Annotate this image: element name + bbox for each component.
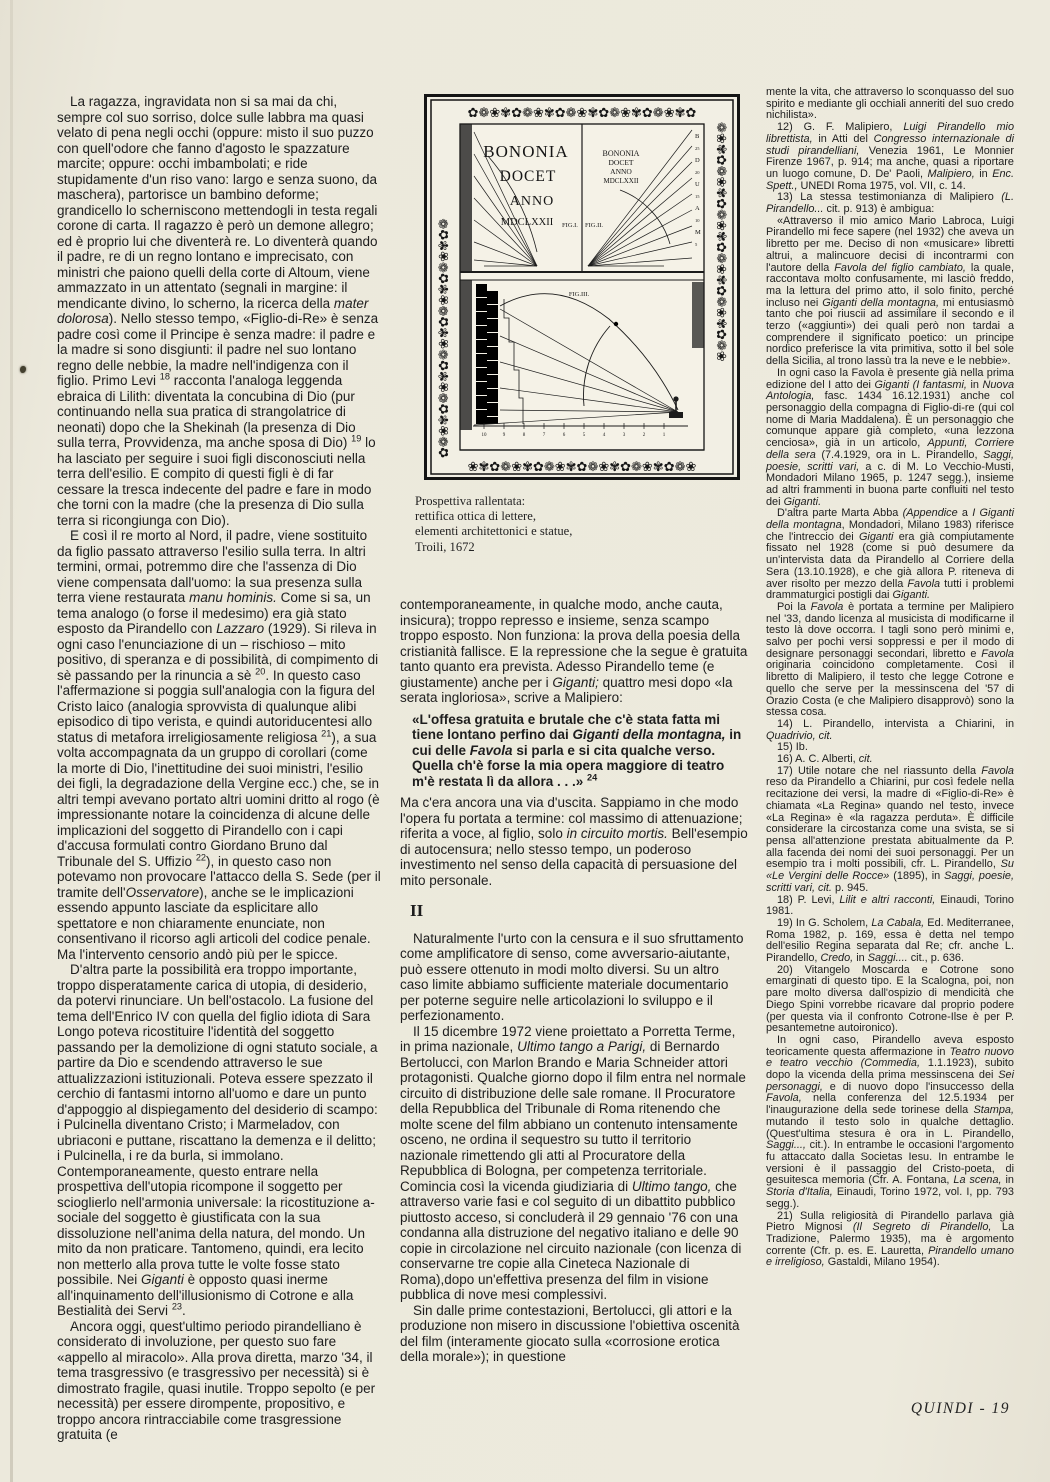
footnote-paragraph: «Attraverso il mio amico Mario Labroca, Luigi Pirandello mi fece sapere (nel 1932) che aveva un libretto per me. Deciso di non «musicare» libretti altrui, a malincuore decisi di incontrarmi con l'autore della Favola del figlio cambiato, la quale, raccontava molto confusamente, mi lasciò freddo, ma la lettura del primo atto, il solo finito, perché incluso nei Giganti della montagna, mi entusiasmò tanto che poi riuscii ad assimilare il secondo e il terzo («aggiunti») dei quali però non tardai a comprendere il significato poetico: un principe nordico preferisce la vita primitiva, sotto il bel sole della Sicilia, al trono lassù tra la neve e le nebbie». [766,214,1014,368]
body-paragraph: contemporaneamente, in qualche modo, anche cauta, insicura); troppo represso e insieme, senza scampo troppo esposto. Non funziona: la prova della poesia della cristianità fallisce. E la repressione che la segue è gratuita tanto quanto era prevista. Adesso Pirandello teme (e giustamente) anche per i Giganti; quattro mesi dopo «la serata ingloriosa», scrive a Malipiero: [400,597,748,705]
border-ornament-bottom: ❀✾✿❁❀✾✿❁❀✾✿❁❀✾✿❁❀✾✿❁❀ [467,460,697,475]
caption-line: Prospettiva rallentata: [415,494,526,508]
svg-text:5: 5 [582,433,586,438]
footnote-paragraph: 20) Vitangelo Moscarda e Cotrone sono emarginati di questo tipo. E la Scalogna, poi, non pare molto diversa dall'ospizio di mendicità che Diego Spini vorrebbe ricavare dal proprio podere (per questa via il confronto Cotrone-Ilse è per P. pesantemetne autoironico). [766,963,1014,1035]
footnote-paragraph: mente la vita, che attraverso lo sconquasso del suo spirito e mediante gli occhiali anneriti del suo credo nichilista». [766,86,1014,122]
footnote-paragraph: 17) Utile notare che nel riassunto della Favola reso da Pirandello a Chiarini, pur così fedele nella recitazione dei versi, la madre di «Figlio-di-Re» è chiamata «La Regina» quando nel testo, invece «La Regina» è «la ragazza perduta». È difficile considerare la circostanza come una svista, se si pensa all'attenzione prestata abitualmente da P. alla facenda dei nomi dei suoi personaggi. Per un esempio tra i molti possibili, cfr. L. Pirandello, Su «Le Vergini delle Rocce» (1895), in Saggi, poesie, scritti vari, cit. p. 945. [766,764,1015,894]
body-paragraph: E così il re morto al Nord, il padre, viene sostituito da figlio passato attraverso l'esilio sulla terra. In altri termini, ormai, potremmo dire che l'assenza di Dio viene compensata dall'uomo: la sua presenza sulla terra viene restaurata manu hominis. Come si sa, un tema analogo (o forse il medesimo) era già stato esposto da Pirandello con Lazzaro (1929). Si rileva in ogni caso l'enunciazione di un – rischioso – mito positivo, di speranza e di possibilità, di compimento di sè passando per la rinuncia a sè $^{20}$. In questo caso l'affermazione si poggia sull'analogia con la figura del Cristo laico (analogia sprovvista di qualunque alibi episodico di tipo verista, e quindi autoriducentesi allo status di metafora irreligiosamente religiosa $^{21}$), a sua volta accompagnata da un gruppo di corollari (come la morte di Dio, l'inettitudine dei suoi ministri, l'esilio dei figli, la degradazione della Vergine ecc.) che, se in altri tempi avevano portato altri uomini dritto al rogo (è impressionante notare la coincidenza di alcune delle implicazioni del soggetto di Pirandello con i capi d'accusa formulati contro Giordano Bruno dal Tribunale del S. Uffizio $^{22}$), in questo caso non potevamo non provocare l'attacco della S. Sede (per il tramite dell'Osservatore), anche se le implicazioni essendo appunto lasciate da esplicitare allo spettatore e non chiaramente enunciate, non consentivano il ricorso agli articoli del codice penale. Ma l'intervento censorio andò più per le spicce. [57,528,381,962]
footnote-paragraph: Poi la Favola è portata a termine per Malipiero nel '33, dando licenza al musicista di modificarne il testo là dove occorra. I tagli sono però minimi e, salvo per pochi versi soppressi e per il modo di designare personaggi secondari, libretto e Favola originaria coincidono completamente. Così il libretto di Malipiero, il testo che legge Cotrone e quello che serve per la messinscena del '57 di Orazio Costa (e che Malipiero disapprovò) sono la stessa cosa. [766,600,1014,719]
section-heading: II [410,901,424,920]
body-paragraph: D'altra parte la possibilità era troppo importante, troppo disperatamente carica di utopia, di desiderio, da potervi rinunciare. Un bell'ostacolo. La fusione del tema dell'Enrico IV con quella del figlio idiota di Sara Longo poteva ricostituire l'identità del soggetto passando per la demolizione di ogni statuto sociale, a partire da Dio e scendendo attraverso le sue attualizzazioni istituzionali. Poteva essere spezzato il cerchio di fantasmi intorno all'uomo e dare un punto d'appoggio al dispiegamento del desiderio di scampo: i Pulcinella diventano Cristo; i Marmeladov, con ubriaconi e puttane, riscattano la demenza e il delitto; i Pulcinella, i re da burla, si immolano. Contemporaneamente, questo entrare nella prospettiva dell'utopia ricompone il soggetto per scioglierlo nell'armonia universale: la ricostituzione a-sociale del soggetto è giustificata con la sua dissoluzione nell'anima della natura, del mondo. Un mito da non praticare. Tantomeno, quindi, era lecito non metterlo alla prova tutte le volte fosse stato possibile. Nei Giganti è opposto quasi inerme all'inquinamento dell'illusionismo di Cotrone e alla Bestialità dei Servi $^{23}$. [57,962,378,1318]
svg-text:7: 7 [542,433,546,438]
ink-speck [20,366,26,373]
engraving-title-small-line: ANNO [610,167,632,176]
border-ornament-top: ✿❁❀✾✿❁❀✾✿❁❀✾✿❁❀✾✿❁❀✾✿ [467,106,697,121]
engraving-title-small-line: MDCLXXII [603,177,639,185]
svg-text:10: 10 [481,433,487,438]
footnote-paragraph: D'altra parte Marta Abba (Appendice a I Giganti della montagna, Mondadori, Milano 1983) riferisce che l'intreccio dei Giganti era già compiutamente fissato nel 1928 (come si può desumere da un'intervista data da Pirandello al Corriere della Sera (13.10.1928), e che già allora P. riteneva di aver risolto per mezzo della Favola tutti i problemi drammaturgici postigli dai Giganti. [766,507,1015,602]
fig1-label: FIG.I. [562,222,578,229]
svg-text:D: D [695,157,700,164]
body-paragraph: Sin dalle prime contestazioni, Bertolucci, gli attori e la produzione non misero in discussione l'obiettiva oscenità del film (interamente giocato sulla «corrosione erotica della morale»); in questione [400,1302,740,1364]
footnote-paragraph: 16) A. C. Alberti, cit. [777,753,873,766]
svg-text:U: U [695,181,700,188]
footnote-paragraph: 13) La stessa testimonianza di Malipiero (L. Pirandello... cit. p. 913) è ambigua: [766,191,1014,216]
border-ornament-right: ❁❀✾✿❁❀✾✿❁❀✾✿❁❀✾✿❁❀✾✿❁❀ [713,122,728,362]
border-ornament-left: ✿❁❀✾✿❁❀✾✿❁❀✾✿❁❀✾✿❁❀✾✿❁ [437,218,452,458]
svg-text:20: 20 [695,170,700,175]
svg-text:6: 6 [562,433,566,438]
svg-text:A: A [695,205,700,212]
footnote-paragraph: In ogni caso la Favola è presente già nella prima edizione del I atto dei Giganti (I fantasmi, in Nuova Antologia, fasc. 1434 16.12.1931) anche col personaggio della compagna di Figlio-di-re (qui col nome di Maria Maddalena). È un personaggio che comunque appare già completo, «una lezzona cenciosa», già in un articolo, Appunti, Corriere della sera (7.4.1929, ora in L. Pirandello, Saggi, poesie, scritti vari, a c. di M. Lo Vecchio-Musti, Mondadori Milano 1965, p. 1247 segg.), insieme ad altri frammenti in buona parte confluiti nel testo dei Giganti. [766,366,1015,508]
engraving-title-small-line: BONONIA [602,149,640,158]
fig3-label: FIG.III. [568,291,590,298]
page-number-footer: QUINDI - 19 [910,1400,1010,1417]
body-paragraph: Il 15 dicembre 1972 viene proiettato a Porretta Terme, in prima nazionale, Ultimo tango a Parigi, di Bernardo Bertolucci, con Marlon Brando e Maria Schneider attori protagonisti. Qualche giorno dopo il film entra nel normale circuito di distribuzione delle sale romane. Il Procuratore della Repubblica del Tribunale di Roma ritenendo che molte scene del film abbiano un contenuto intensamente osceno, ne ordina il sequestro su tutto il territorio nazionale rimettendo gli atti al Procuratore della Repubblica di Bologna, per competenza territoriale. Comincia così la vicenda giudiziaria di Ultimo tango, che attraverso varie fasi e col seguito di un dibattito pubblico piuttosto acceso, si concluderà il 29 gennaio '76 con una condanna alla distruzione del negativo italiano e delle 90 copie in circolazione nel circuito nazionale (con licenza di conservarne tre copie alla Cineteca Nazionale di Roma),dopo un'effettiva presenza del film in visione pubblica di nove mesi complessivi. [400,1023,746,1302]
caption-line: elementi architettonici e statue, [415,524,573,539]
footnote-paragraph: 21) Sulla religiosità di Pirandello parlava già Pietro Mignosi (Il Segreto di Pirandello, La Tradizione, Palermo 1935), ma è argomento corrente (Cfr. p. es. E. Lauretta, Pirandello umano e irreligioso, Gastaldi, Milano 1954). [766,1209,1015,1269]
middle-text-column [400,597,748,1365]
engraving-title-small-line: DOCET [608,158,634,167]
engraving-title-line: DOCET [499,168,557,185]
svg-text:4: 4 [602,433,606,438]
svg-text:10: 10 [695,218,700,223]
footnote-paragraph: 12) G. F. Malipiero, Luigi Pirandello mio librettista, in Atti del Congresso internazionale di studi pirandelliani, Venezia 1961, Le Monnier Firenze 1967, p. 914; ma anche, quasi a riportare un luogo comune, D. De' Paoli, Malipiero, in Enc. Spett., UNEDI Roma 1975, vol. VII, c. 14. [766,121,1014,192]
fig3-brick-wall [476,284,498,424]
svg-text:9: 9 [502,433,506,438]
footnote-paragraph: 15) Ib. [777,741,808,754]
svg-text:25: 25 [695,146,700,151]
paper-crease [10,0,13,1482]
engraving-image [424,94,740,480]
svg-text:15: 15 [695,194,700,199]
body-paragraph: Ma c'era ancora una via d'uscita. Sappiamo in che modo l'opera fu portata a termine: col massimo di attenuazione; riferita a voce, al figlio, solo in circuito mortis. Bell'esempio di autocensura; nello stesso tempo, un poderoso investimento nel senso della capacità di persuasione del mito personale. [400,795,748,888]
svg-text:3: 3 [622,433,626,438]
svg-text:8: 8 [522,433,526,438]
block-quote: «L'offesa gratuita e brutale che c'è stata fatta mi tiene lontano perfino dai Giganti della montagna, in cui delle Favola si parla e si cita qualche verso. Quella ch'è forse la mia opera maggiore di teatro m'è restata lì da allora . . .» $^{24}$ [412,711,742,789]
svg-text:M: M [695,229,701,236]
svg-text:2: 2 [642,433,646,438]
svg-text:B: B [695,133,700,140]
engraving-title-line: BONONIA [483,142,569,161]
footnote-paragraph: 19) In G. Scholem, La Cabala, Ed. Mediterranee, Roma 1982, p. 169, essa è detta nel tempo dell'esilio Regina separata dal Re; cfr. anche L. Pirandello, Credo, in Saggi.... cit., p. 636. [766,916,1015,965]
footnotes-column [766,87,1014,1269]
footnote-paragraph: 14) L. Pirandello, intervista a Chiarini, in Quadrivio, cit. [766,717,1014,742]
caption-line: rettifica ottica di lettere, [415,509,536,524]
figure-caption [415,494,740,555]
svg-text:5: 5 [695,242,698,247]
footnote-paragraph: In ogni caso, Pirandello aveva esposto teoricamente questa affermazione in Teatro nuovo e teatro vecchio (Commedia, 1.1.1923), subito dopo la vicenda della prima messinscena dei Sei personaggi, e di nuovo dopo l'insuccesso della Favola, nella conferenza del 12.5.1934 per l'inaugurazione della sede torinese della Stampa, mutando il testo solo in qualche dettaglio. (Quest'ultima stesura è ora in L. Pirandello, Saggi..., cit.). In entrambe le occasioni l'argomento fu attaccato dalla Societas Iesu. In entrambe le versioni è il passaggio del Cristo-poeta, di gesuitesca memoria (Cfr. A. Fontana, La scena, in Storia d'Italia, Einaudi, Torino 1972, vol. I, pp. 793 segg.). [766,1033,1014,1210]
svg-text:1: 1 [662,433,666,438]
engraving-title-line: ANNO [509,194,555,209]
body-paragraph: Naturalmente l'urto con la censura e il suo sfruttamento come amplificatore di senso, come avversario-aiutante, può essere ottenuto in modi molto diversi. Su un altro caso limite abbiamo sufficiente materiale documentario per poterne seguire nelle articolazioni lo sviluppo e il perfezionamento. [400,930,744,1023]
engraving-title-line: MDCLXXII [500,217,554,228]
caption-line: Troili, 1672 [415,539,475,554]
footnote-paragraph: 18) P. Levi, Lilit e altri racconti, Einaudi, Torino 1981. [766,893,1014,918]
body-paragraph: Ancora oggi, quest'ultimo periodo pirandelliano è considerato di involuzione, per questo suo fare «appello al miracolo». Alla prova diretta, marzo '34, il tema trasgressivo (e trasgressivo per necessità) si è dimostrato fragile, quasi inutile. Troppo sepolto (e per necessità) per essere dirompente, propositivo, e troppo ancora rintracciabile come trasgressione gratuita (e [57,1318,376,1442]
fig2-label: FIG.II. [584,222,604,229]
left-text-column [57,94,381,1443]
body-paragraph: La ragazza, ingravidata non si sa mai da chi, sempre col suo sorriso, dolce sulle labbra ma quasi velato di pena negli occhi (oppure: misto il suo puzzo con quell'odore che fanno d'agosto le spazzature marcite; oppure: occhi imbambolati; e ride stupidamente d'un riso vano: largo e senza suono, da maschera), partorisce un bambino deforme; grandicello lo scherniscono mettendogli in testa regali corone di carta. Il ragazzo è però un demone allegro; ed è proprio lui che diventerà re. Lo diventerà quando il padre, re di un regno lontano e imprecisato, con ministri che paiono quelli della corte di Altoum, viene ammazzato in un attentato (segnali in margine: il mendicante divino, lo scherno, la ricerca della mater dolorosa). Nello stesso tempo, «Figlio-di-Re» è senza padre così come il Principe è senza madre: il padre e la madre si sono disgiunti: il padre nel suo lontano regno delle nebbie, la madre nell'indigenza con il figlio. Primo Levi $^{18}$ racconta l'analoga leggenda ebraica di Lilith: diventata la concubina di Dio (pur continuando nella sua pratica di strangolatrice di neonati) dopo che la Shekinah (la presenza di Dio sulla terra, Provvidenza, ma anche sposa di Dio) $^{19}$ lo ha lasciato per seguire i suoi figli disconosciuti nella terra dell'esilio. E compito di questi figli è di far cessare la tresca indecente del padre e fare in modo che torni con la madre (che la presenza di Dio sulla terra si ricongiunga con Dio). [57,94,379,528]
figure-block [415,94,740,555]
